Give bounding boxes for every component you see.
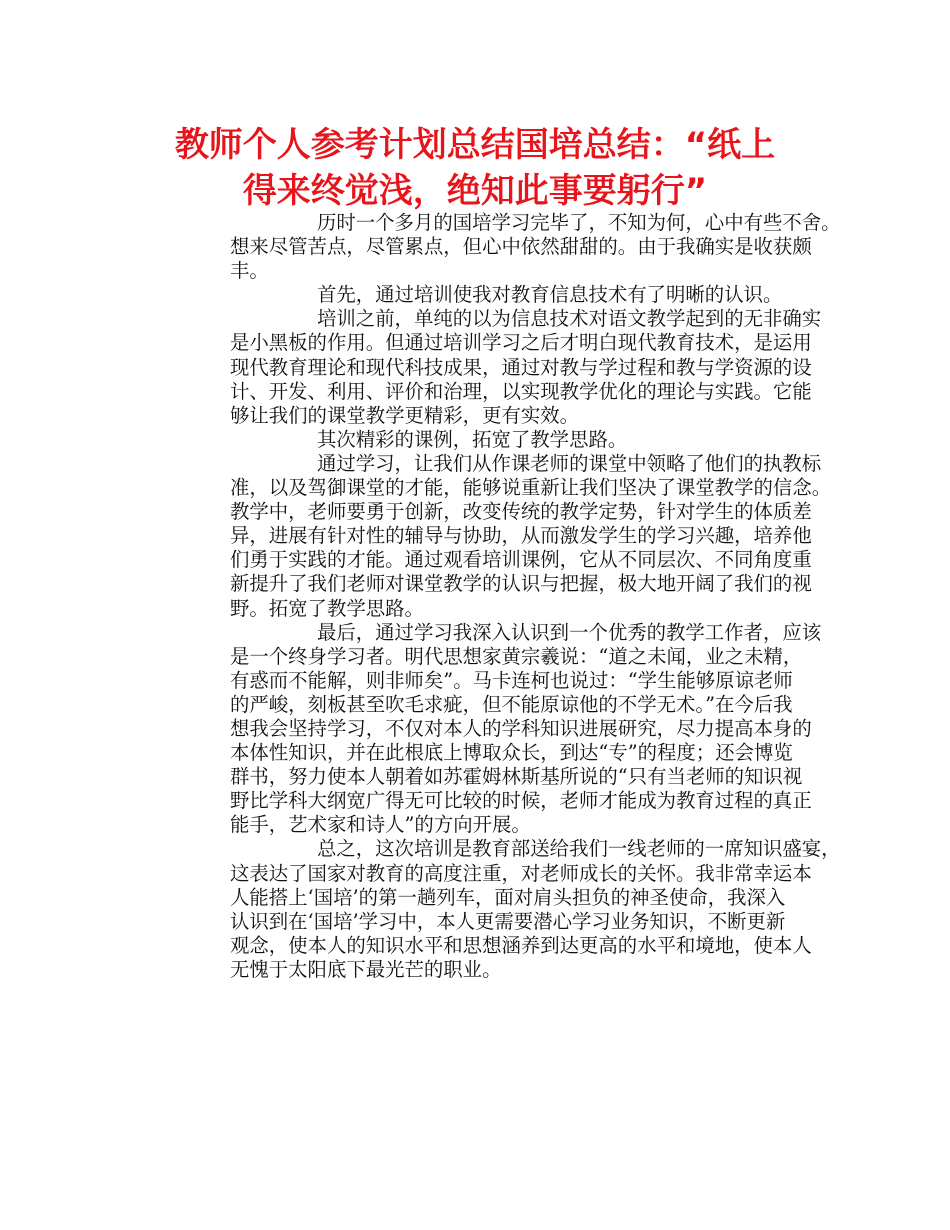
text-line: 异，进展有针对性的辅导与协助，从而激发学生的学习兴趣，培养他 — [230, 524, 812, 548]
text-line: 这表达了国家对教育的高度注重，对老师成长的关怀。我非常幸运本 — [230, 861, 812, 885]
text-line: 无愧于太阳底下最光芒的职业。 — [230, 957, 502, 981]
text-line: 认识到在‘国培’学习中，本人更需要潜心学习业务知识，不断更新 — [230, 909, 786, 933]
text-line: 想我会坚持学习，不仅对本人的学科知识进展研究，尽力提高本身的 — [230, 716, 812, 740]
text-line: 想来尽管苦点，尽管累点，但心中依然甜甜的。由于我确实是收获颇 — [230, 235, 812, 259]
text-line: 是小黑板的作用。但通过培训学习之后才明白现代教育技术，是运用 — [230, 331, 812, 355]
text-line: 是一个终身学习者。明代思想家黄宗羲说：“道之未闻，业之未精， — [230, 644, 803, 668]
document-title — [140, 122, 810, 214]
title-line: 得来终觉浅，绝知此事要躬行” — [242, 171, 708, 211]
document-body — [143, 211, 841, 982]
text-line: 有惑而不能解，则非师矣”。马卡连柯也说过：“学生能够原谅老师 — [230, 668, 793, 692]
text-line: 现代教育理论和现代科技成果，通过对教与学过程和教与学资源的设 — [230, 355, 812, 379]
paragraph — [143, 837, 841, 982]
text-line: 培训之前，单纯的以为信息技术对语文教学起到的无非确实 — [317, 307, 822, 331]
text-line: 观念，使本人的知识水平和思想涵养到达更高的水平和境地，使本人 — [230, 933, 812, 957]
text-line: 够让我们的课堂教学更精彩，更有实效。 — [230, 403, 580, 427]
text-line: 计、开发、利用、评价和治理，以实现教学优化的理论与实践。它能 — [230, 379, 812, 403]
paragraph — [143, 621, 828, 838]
paragraph — [143, 211, 841, 283]
text-line: 群书，努力使本人朝着如苏霍姆林斯基所说的“只有当老师的知识视 — [230, 765, 803, 789]
paragraph — [143, 307, 828, 427]
text-line: 通过学习，让我们从作课老师的课堂中领略了他们的执教标 — [317, 451, 822, 475]
title-line: 教师个人参考计划总结国培总结：“纸上 — [174, 125, 776, 165]
paragraph — [143, 451, 832, 621]
paragraph — [143, 283, 828, 307]
text-line: 其次精彩的课例，拓宽了教学思路。 — [317, 427, 628, 451]
text-line: 野。拓宽了教学思路。 — [230, 596, 424, 620]
text-line: 们勇于实践的才能。通过观看培训课例，它从不同层次、不同角度重 — [230, 548, 812, 572]
paragraph — [143, 428, 828, 452]
text-line: 总之，这次培训是教育部送给我们一线老师的一席知识盛宴， — [317, 837, 841, 861]
text-line: 历时一个多月的国培学习完毕了，不知为何，心中有些不舍。 — [317, 211, 841, 234]
text-line: 丰。 — [230, 259, 269, 283]
text-line: 首先，通过培训使我对教育信息技术有了明晰的认识。 — [317, 283, 783, 307]
text-line: 新提升了我们老师对课堂教学的认识与把握，极大地开阔了我们的视 — [230, 572, 812, 596]
text-line: 本体性知识，并在此根底上博取众长，到达“专”的程度；还会博览 — [230, 741, 793, 765]
text-line: 最后，通过学习我深入认识到一个优秀的教学工作者，应该 — [317, 620, 822, 644]
text-line: 野比学科大纲宽广得无可比较的时候，老师才能成为教育过程的真正 — [230, 789, 812, 813]
text-line: 的严峻，刻板甚至吹毛求疵，但不能原谅他的不学无术。”在今后我 — [230, 692, 793, 716]
text-line: 能手，艺术家和诗人”的方向开展。 — [230, 813, 531, 837]
text-line: 准，以及驾御课堂的才能，能够说重新让我们坚决了课堂教学的信念。 — [230, 476, 832, 500]
text-line: 人能搭上‘国培’的第一趟列车，面对肩头担负的神圣使命，我深入 — [230, 885, 786, 909]
text-line: 教学中，老师要勇于创新，改变传统的教学定势，针对学生的体质差 — [230, 500, 812, 524]
